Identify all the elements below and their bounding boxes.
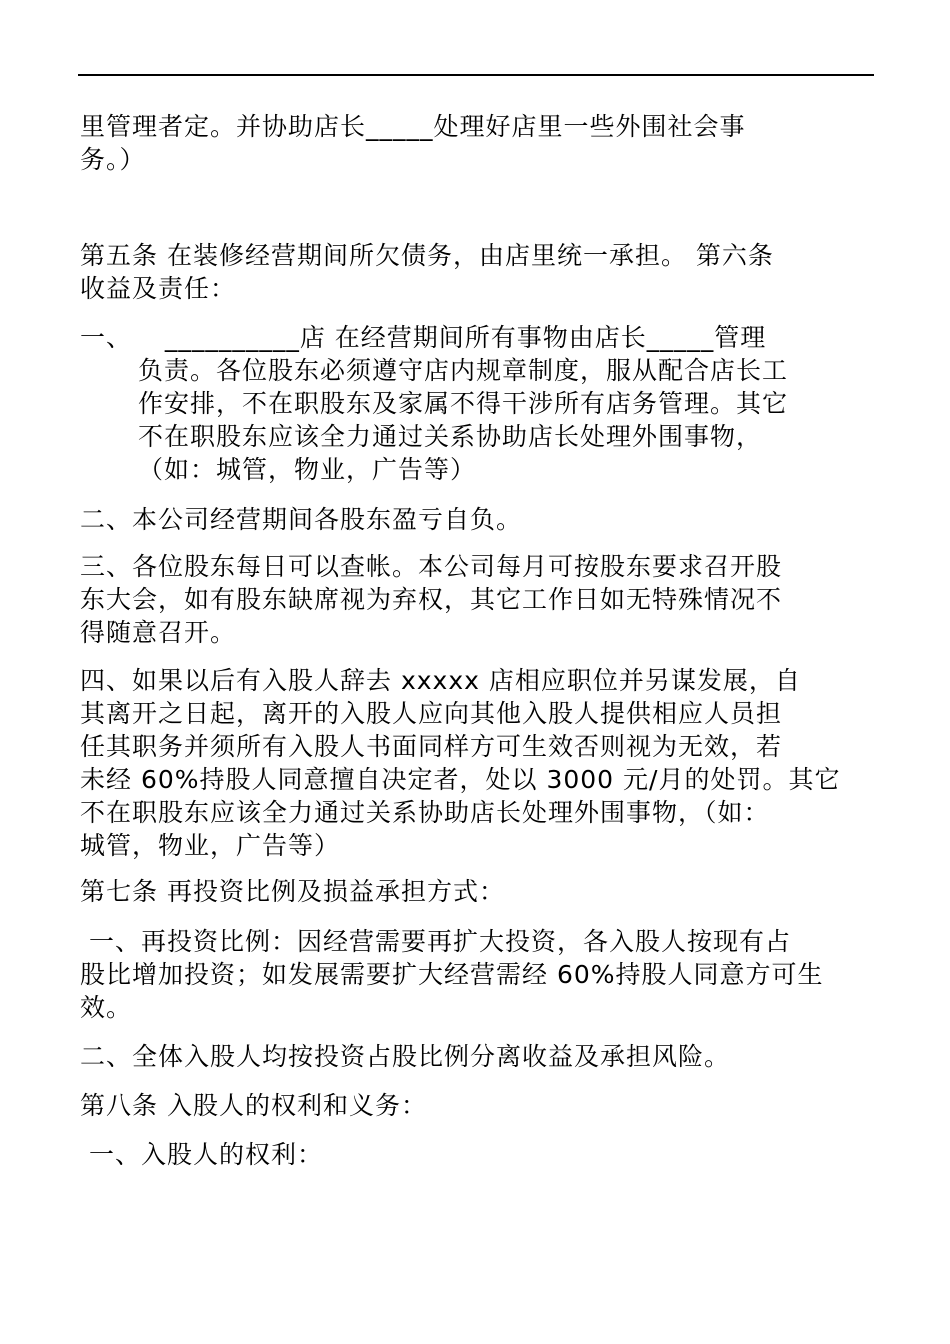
text-line: 一、入股人的权利： (80, 1140, 323, 1169)
article-6-item-3 (80, 550, 870, 649)
article-7-item-2 (80, 1040, 870, 1073)
article-8-heading (80, 1089, 870, 1122)
text-line: 一、再投资比例：因经营需要再扩大投资，各入股人按现有占 (80, 927, 791, 956)
article-6-item-1 (80, 321, 870, 491)
text-line: 东大会，如有股东缺席视为弃权，其它工作日如无特殊情况不 (80, 585, 783, 614)
text-line: 未经 60%持股人同意擅自决定者，处以 3000 元/月的处罚。其它 (80, 765, 841, 794)
article-7-item-1 (80, 925, 870, 1024)
text-line: 得随意召开。 (80, 618, 237, 647)
text-line: 里管理者定。并协助店长_____处理好店里一些外围社会事 (80, 112, 746, 141)
text-line: 任其职务并须所有入股人书面同样方可生效否则视为无效，若 (80, 732, 783, 761)
text-line: 不在职股东应该全力通过关系协助店长处理外围事物，（如： (80, 798, 770, 827)
text-line: 效。 (80, 993, 133, 1022)
text-line: 二、本公司经营期间各股东盈亏自负。 (80, 505, 523, 534)
text-line: 股比增加投资；如发展需要扩大经营需经 60%持股人同意方可生 (80, 960, 824, 989)
item-body (138, 321, 858, 486)
text-line: 二、全体入股人均按投资占股比例分离收益及承担风险。 (80, 1042, 731, 1071)
text-line: 收益及责任： (80, 274, 237, 303)
text-line: 三、各位股东每日可以查帐。本公司每月可按股东要求召开股 (80, 552, 783, 581)
text-line: 四、如果以后有入股人辞去 xxxxx 店相应职位并另谋发展，自 (80, 666, 801, 695)
text-line: 负责。各位股东必须遵守店内规章制度，服从配合店长工 (138, 356, 789, 385)
text-line: 第八条 入股人的权利和义务： (80, 1091, 427, 1120)
text-line: 第五条 在装修经营期间所欠债务，由店里统一承担。 第六条 (80, 241, 774, 270)
article-6-item-4 (80, 664, 870, 862)
article-5-paragraph (80, 239, 870, 305)
text-line: 第七条 再投资比例及损益承担方式： (80, 877, 505, 906)
article-8-item-1 (80, 1138, 870, 1171)
paragraph-continuation (80, 110, 870, 176)
article-6-item-2 (80, 503, 870, 536)
item-number: 一、 (80, 323, 133, 352)
text-line: 城管，物业，广告等） (80, 831, 341, 860)
article-7-heading (80, 875, 870, 908)
text-line: __________店 在经营期间所有事物由店长_____管理 (138, 323, 767, 352)
text-line: 务。） (80, 145, 146, 174)
text-line: 作安排，不在职股东及家属不得干涉所有店务管理。其它 (138, 389, 789, 418)
text-line: 不在职股东应该全力通过关系协助店长处理外围事物， (138, 422, 763, 451)
text-line: 其离开之日起，离开的入股人应向其他入股人提供相应人员担 (80, 699, 783, 728)
header-rule (78, 74, 874, 76)
text-line: （如：城管，物业，广告等） (138, 455, 477, 484)
